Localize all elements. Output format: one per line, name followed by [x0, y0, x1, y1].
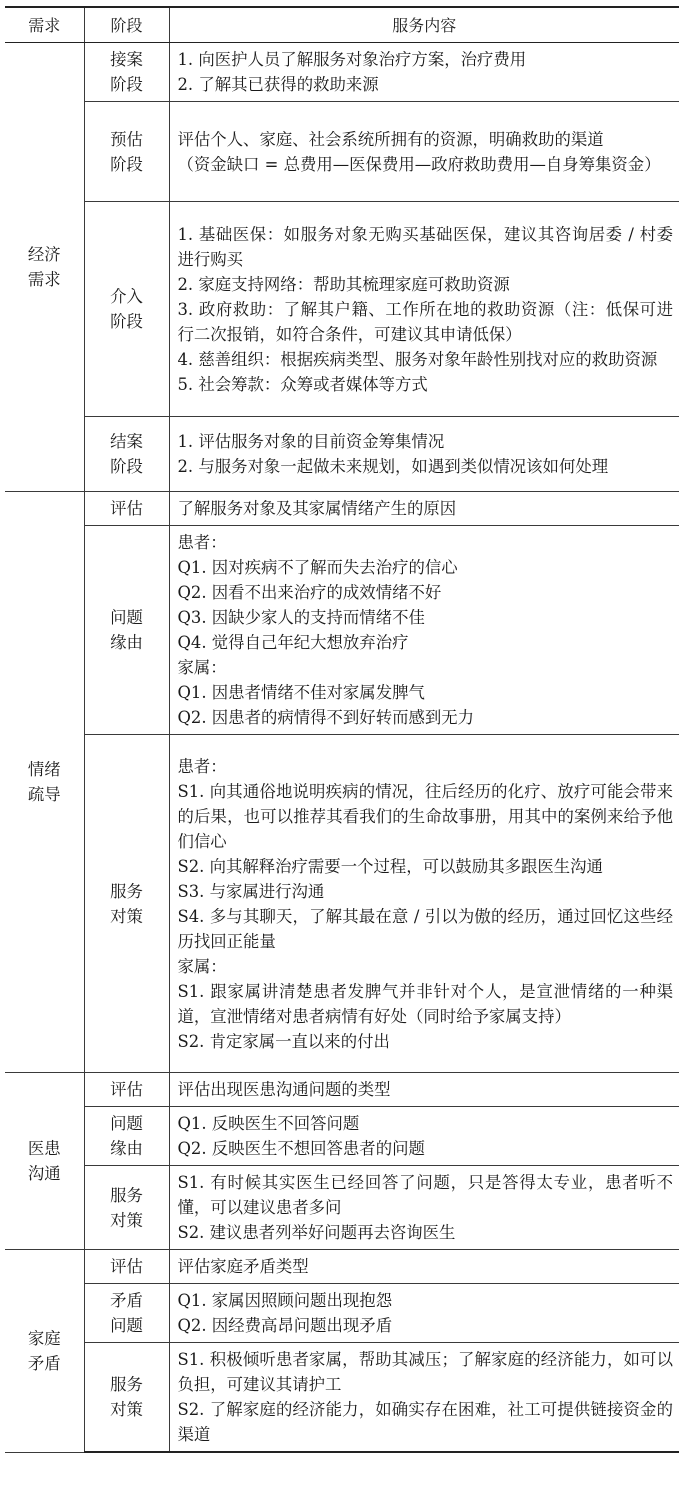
content-cell: [169, 1073, 679, 1107]
content-cell: [169, 1343, 679, 1453]
stage-cell: [84, 1073, 169, 1107]
stage-label: 服务对策: [110, 1375, 143, 1419]
content-cell: [169, 1107, 679, 1166]
stage-cell: [84, 526, 169, 735]
content-cell: [169, 102, 679, 202]
stage-cell: [84, 202, 169, 417]
table-row: [5, 417, 679, 492]
content-line: 评估出现医患沟通问题的类型: [177, 1080, 391, 1099]
need-cell: [5, 1250, 84, 1453]
stage-label: 接案阶段: [110, 50, 143, 94]
content-line: Q4. 觉得自己年纪大想放弃治疗: [177, 633, 409, 652]
table-row: [5, 735, 679, 1073]
table-row: [5, 1343, 679, 1453]
content-line: 家属：: [177, 956, 227, 976]
stage-label: 服务对策: [110, 881, 143, 926]
stage-cell: [84, 417, 169, 492]
stage-cell: [84, 1284, 169, 1343]
stage-label: 矛盾问题: [110, 1291, 143, 1335]
header-content: 服务内容: [169, 7, 679, 43]
content-line: S4. 多与其聊天，了解其最在意 / 引以为傲的经历，通过回忆这些经历找回正能量: [177, 906, 673, 951]
content-line: S2. 肯定家属一直以来的付出: [177, 1031, 390, 1051]
content-line: 1. 评估服务对象的目前资金筹集情况: [177, 432, 445, 451]
table-row: [5, 492, 679, 526]
content-line: Q3. 因缺少家人的支持而情绪不佳: [177, 608, 425, 627]
table-row: [5, 1073, 679, 1107]
need-cell: [5, 492, 84, 1073]
content-cell: [169, 1284, 679, 1343]
content-line: Q2. 反映医生不想回答患者的问题: [177, 1139, 425, 1158]
table-row: [5, 1107, 679, 1166]
content-cell: [169, 1250, 679, 1284]
stage-label: 评估: [110, 1080, 143, 1099]
content-line: 2. 了解其已获得的救助来源: [177, 75, 379, 94]
content-cell: [169, 735, 679, 1073]
content-line: Q2. 因看不出来治疗的成效情绪不好: [177, 583, 442, 602]
table-row: [5, 1250, 679, 1284]
content-line: 评估家庭矛盾类型: [177, 1257, 309, 1276]
stage-label: 问题缘由: [110, 608, 143, 652]
table-row: [5, 102, 679, 202]
header-stage: 阶段: [84, 7, 169, 43]
content-line: 患者：: [177, 756, 227, 776]
content-line: 5. 社会筹款：众筹或者媒体等方式: [177, 374, 428, 394]
need-label: 经济需求: [27, 245, 61, 289]
stage-cell: [84, 492, 169, 526]
stage-label: 结案阶段: [110, 432, 143, 476]
stage-cell: [84, 102, 169, 202]
service-content-table: [5, 6, 679, 1453]
stage-cell: [84, 43, 169, 102]
content-cell: [169, 526, 679, 735]
table-header-row: [5, 7, 679, 43]
stage-cell: [84, 1107, 169, 1166]
content-line: Q1. 家属因照顾问题出现抱怨: [177, 1291, 393, 1310]
content-line: S2. 建议患者列举好问题再去咨询医生: [177, 1223, 456, 1242]
stage-label: 评估: [110, 1257, 143, 1276]
content-line: Q2. 因经费高昂问题出现矛盾: [177, 1316, 393, 1335]
stage-label: 服务对策: [110, 1185, 143, 1230]
content-line: S2. 了解家庭的经济能力，如确实存在困难，社工可提供链接资金的渠道: [177, 1400, 673, 1444]
need-label: 医患沟通: [27, 1139, 61, 1183]
stage-cell: [84, 1343, 169, 1453]
content-line: S2. 向其解释治疗需要一个过程，可以鼓励其多跟医生沟通: [177, 856, 603, 876]
content-line: Q1. 因患者情绪不佳对家属发脾气: [177, 683, 425, 702]
content-line: 2. 与服务对象一起做未来规划，如遇到类似情况该如何处理: [177, 457, 609, 476]
table-row: [5, 202, 679, 417]
content-cell: [169, 417, 679, 492]
content-line: S1. 向其通俗地说明疾病的情况，往后经历的化疗、放疗可能会带来的后果，也可以推荐其看我们的生命故事册，用其中的案例来给予他们信心: [177, 781, 673, 851]
content-line: 患者：: [177, 533, 227, 552]
content-cell: [169, 492, 679, 526]
stage-cell: [84, 735, 169, 1073]
table-row: [5, 1166, 679, 1250]
content-cell: [169, 202, 679, 417]
need-label: 情绪疏导: [27, 760, 61, 804]
table-row: [5, 43, 679, 102]
header-need: 需求: [5, 7, 84, 43]
content-line: Q2. 因患者的病情得不到好转而感到无力: [177, 708, 475, 727]
content-line: 1. 基础医保：如服务对象无购买基础医保，建议其咨询居委 / 村委进行购买: [177, 224, 673, 269]
need-cell: [5, 43, 84, 492]
table-row: [5, 1284, 679, 1343]
content-line: 3. 政府救助：了解其户籍、工作所在地的救助资源（注：低保可进行二次报销，如符合条件，可建议其申请低保）: [177, 299, 673, 344]
table-row: [5, 526, 679, 735]
content-line: S1. 有时候其实医生已经回答了问题，只是答得太专业，患者听不懂，可以建议患者多问: [177, 1173, 673, 1217]
content-line: 2. 家庭支持网络：帮助其梳理家庭可救助资源: [177, 274, 510, 294]
content-line: S1. 积极倾听患者家属，帮助其减压；了解家庭的经济能力，如可以负担，可建议其请护工: [177, 1350, 673, 1394]
content-line: （资金缺口 = 总费用—医保费用—政府救助费用—自身筹集资金）: [177, 154, 661, 174]
content-line: 评估个人、家庭、社会系统所拥有的资源，明确救助的渠道: [177, 129, 604, 149]
stage-label: 介入阶段: [110, 287, 143, 331]
content-cell: [169, 43, 679, 102]
content-line: 家属：: [177, 658, 227, 677]
content-line: Q1. 因对疾病不了解而失去治疗的信心: [177, 558, 458, 577]
stage-label: 问题缘由: [110, 1114, 143, 1158]
stage-cell: [84, 1250, 169, 1284]
content-line: 4. 慈善组织：根据疾病类型、服务对象年龄性别找对应的救助资源: [177, 349, 658, 369]
stage-cell: [84, 1166, 169, 1250]
stage-label: 评估: [110, 499, 143, 518]
content-cell: [169, 1166, 679, 1250]
content-line: S1. 跟家属讲清楚患者发脾气并非针对个人，是宣泄情绪的一种渠道，宣泄情绪对患者病情有好处（同时给予家属支持）: [177, 981, 673, 1026]
content-line: 1. 向医护人员了解服务对象治疗方案，治疗费用: [177, 50, 527, 69]
content-line: S3. 与家属进行沟通: [177, 881, 325, 901]
stage-label: 预估阶段: [110, 129, 143, 174]
content-line: Q1. 反映医生不回答问题: [177, 1114, 360, 1133]
need-label: 家庭矛盾: [27, 1328, 61, 1373]
content-line: 了解服务对象及其家属情绪产生的原因: [177, 499, 457, 518]
need-cell: [5, 1073, 84, 1250]
